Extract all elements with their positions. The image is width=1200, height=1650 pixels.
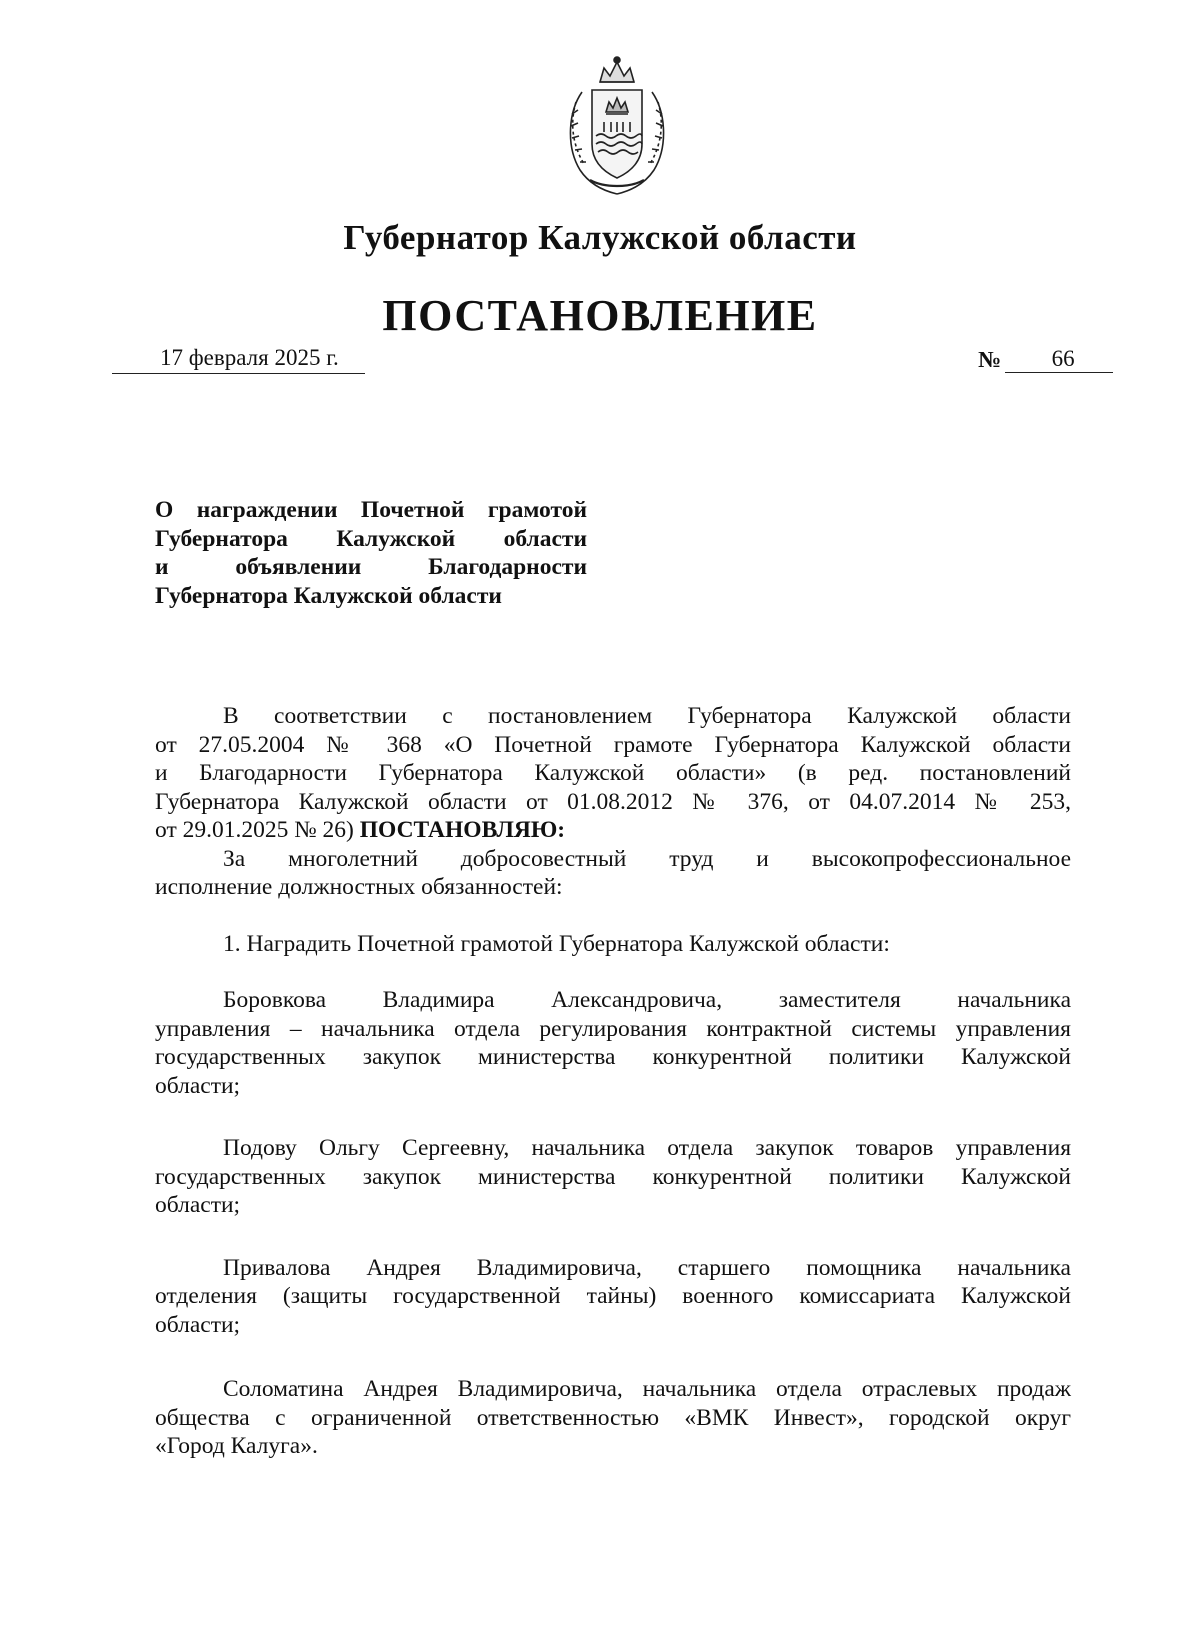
text-line: Боровкова Владимира Александровича, заместителя начальника <box>223 987 1071 1013</box>
text-line <box>155 816 1071 845</box>
text-line: Губернатора Калужской области от 01.08.2012 № 376, от 04.07.2014 № 253, <box>155 788 1071 815</box>
text-line: отделения (защиты государственной тайны) военного комиссариата Калужской <box>155 1283 1071 1309</box>
awardee-paragraph <box>155 1134 1071 1220</box>
text-line: государственных закупок министерства конкурентной политики Калужской <box>155 1044 1071 1070</box>
reason-paragraph <box>155 845 1071 902</box>
text-line: области; <box>155 1311 241 1338</box>
decree-word: ПОСТАНОВЛЯЮ: <box>359 817 566 843</box>
preamble-last-line: от 29.01.2025 № 26) <box>155 817 360 843</box>
text-line: от 27.05.2004 № 368 «О Почетной грамоте Губернатора Калужской области <box>155 731 1071 758</box>
item-1-heading <box>155 930 1071 959</box>
text-line: Привалова Андрея Владимировича, старшего помощника начальника <box>223 1254 1071 1281</box>
text-line: В соответствии с постановлением Губернатора Калужской области <box>223 703 1071 729</box>
text-line: исполнение должностных обязанностей: <box>155 874 563 900</box>
text-line: «Город Калуга». <box>155 1433 318 1459</box>
subject-line: О награждении Почетной грамотой <box>155 497 587 523</box>
document-date: 17 февраля 2025 г. <box>112 345 365 374</box>
document-body <box>155 702 1071 1461</box>
text-line: За многолетний добросовестный труд и высокопрофессиональное <box>223 845 1071 872</box>
awardee-paragraph <box>155 1375 1071 1461</box>
text-line: общества с ограниченной ответственностью «ВМК Инвест», городской округ <box>155 1404 1071 1431</box>
text-line: Соломатина Андрея Владимировича, начальника отдела отраслевых продаж <box>223 1376 1071 1402</box>
text-line: области; <box>155 1072 241 1099</box>
text-line: Подову Ольгу Сергеевну, начальника отдела закупок товаров управления <box>223 1135 1071 1161</box>
preamble-paragraph <box>155 702 1071 845</box>
subject-line: Губернатора Калужской области <box>155 582 502 609</box>
document-subject <box>155 496 587 610</box>
subject-line: Губернатора Калужской области <box>155 525 587 552</box>
coat-of-arms-emblem <box>560 52 674 198</box>
issuing-authority: Губернатор Калужской области <box>343 218 857 257</box>
text-line: 1. Наградить Почетной грамотой Губернатора Калужской области: <box>223 930 890 957</box>
document-type-title: ПОСТАНОВЛЕНИЕ <box>382 291 818 340</box>
text-line: и Благодарности Губернатора Калужской области» (в ред. постановлений <box>155 760 1071 786</box>
awardee-paragraph <box>155 986 1071 1100</box>
awardee-paragraph <box>155 1254 1071 1340</box>
subject-line: и объявлении Благодарности <box>155 554 587 580</box>
text-line: области; <box>155 1192 241 1218</box>
number-value: 66 <box>1005 346 1113 373</box>
text-line: управления – начальника отдела регулирования контрактной системы управления <box>155 1015 1071 1042</box>
text-line: государственных закупок министерства конкурентной политики Калужской <box>155 1163 1071 1190</box>
document-number <box>978 345 1113 373</box>
number-sign: № <box>978 347 1002 372</box>
